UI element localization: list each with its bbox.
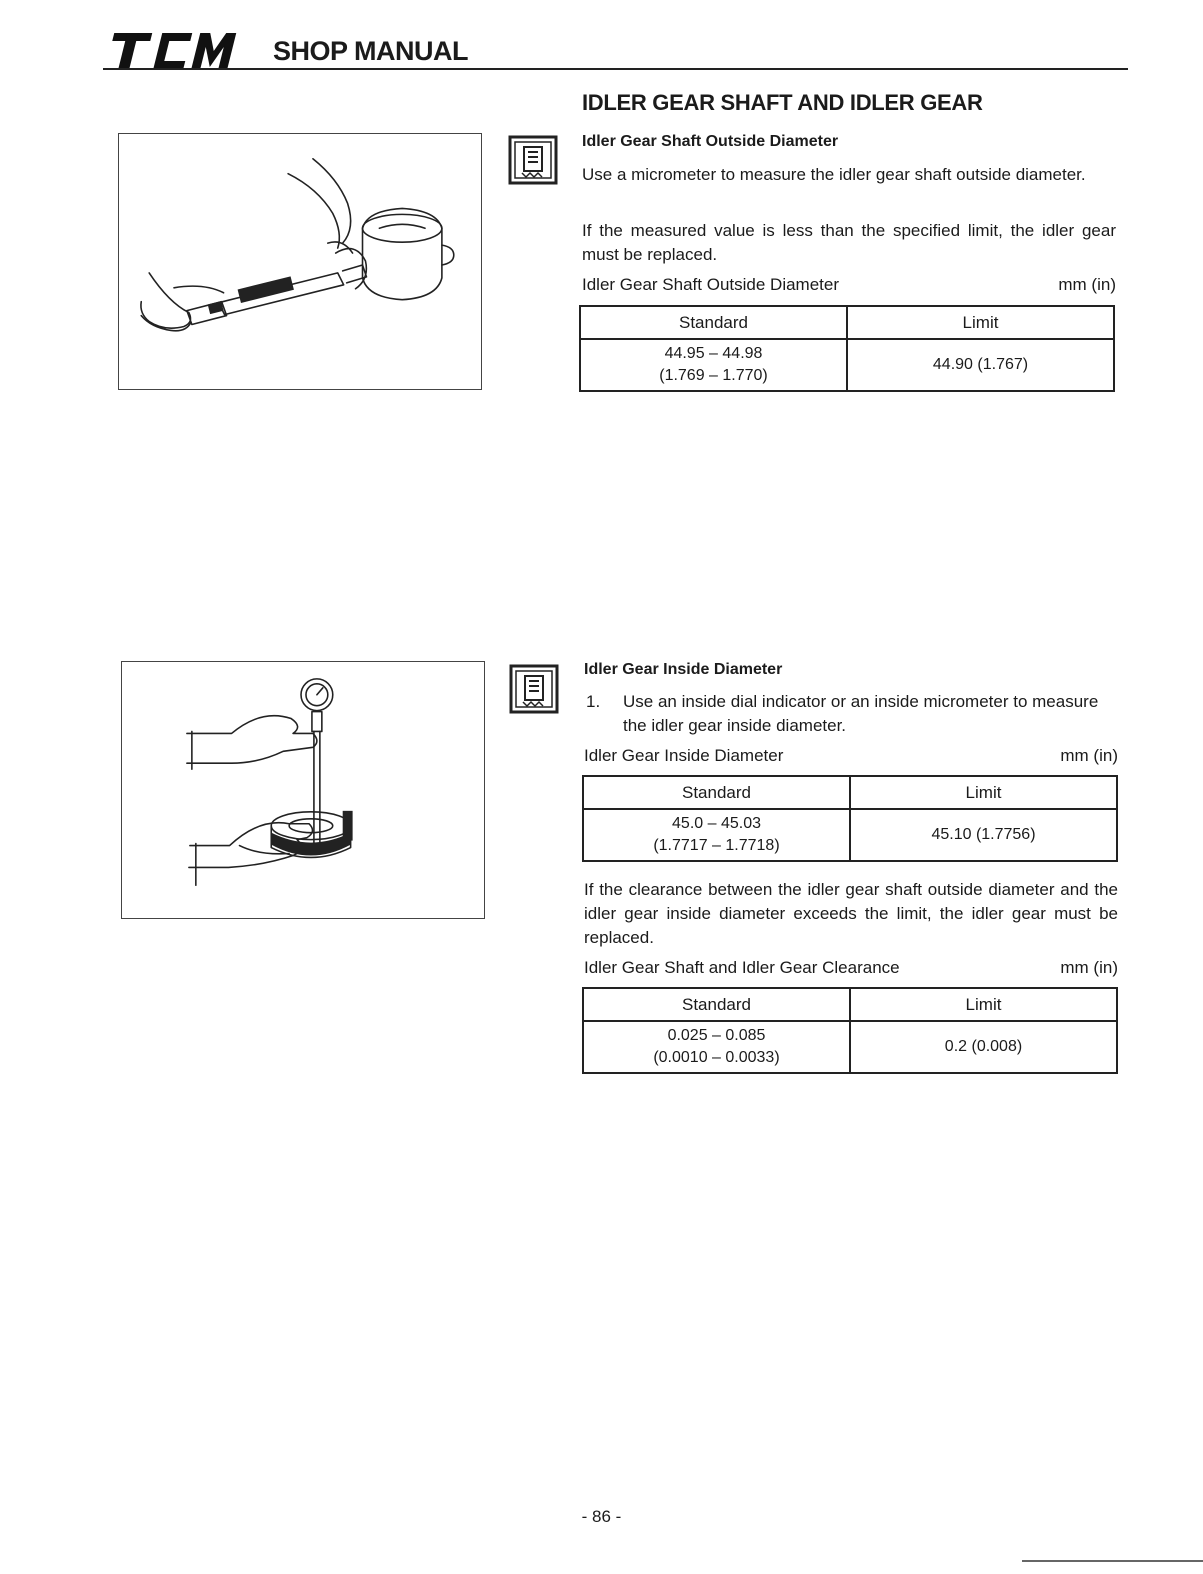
standard-value-in: (1.769 – 1.770) (659, 367, 768, 384)
table-header-limit: Limit (850, 988, 1117, 1021)
paragraph-micrometer: Use a micrometer to measure the idler gear shaft outside diameter. (582, 165, 1086, 184)
step-number: 1. (586, 692, 601, 711)
inspection-icon (509, 664, 559, 714)
spec-table-clearance (582, 987, 1118, 1074)
table-cell-limit: 44.90 (1.767) (847, 339, 1114, 391)
figure-micrometer (118, 133, 482, 390)
caption-unit: mm (in) (1060, 958, 1118, 977)
table-cell-limit: 0.2 (0.008) (850, 1021, 1117, 1073)
subheading-shaft-od: Idler Gear Shaft Outside Diameter (582, 133, 839, 150)
header-rule (103, 68, 1128, 70)
caption-text: Idler Gear Shaft and Idler Gear Clearance (584, 958, 900, 977)
table-header-standard: Standard (583, 776, 850, 809)
micrometer-illustration-icon (119, 134, 481, 389)
table-header-standard: Standard (583, 988, 850, 1021)
standard-value-in: (1.7717 – 1.7718) (653, 837, 780, 854)
step-text: Use an inside dial indicator or an inside micrometer to measure the idler gear inside diameter. (623, 692, 1099, 735)
table-caption-shaft-od (582, 275, 1116, 295)
standard-value-mm: 44.95 – 44.98 (664, 345, 763, 362)
step-1 (586, 690, 1118, 738)
table-caption-clearance (584, 958, 1118, 978)
caption-unit: mm (in) (1060, 746, 1118, 765)
table-cell-standard (583, 1021, 850, 1073)
inspection-icon (508, 135, 558, 185)
corner-rule (1022, 1560, 1203, 1562)
table-cell-limit: 45.10 (1.7756) (850, 809, 1117, 861)
table-header-limit: Limit (850, 776, 1117, 809)
page-number: - 86 - (581, 1507, 622, 1526)
paragraph-clearance: If the clearance between the idler gear shaft outside diameter and the idler gear inside diameter exceeds the limit, the idler gear must be replaced. (584, 880, 1118, 947)
paragraph-limit-shaft: If the measured value is less than the specified limit, the idler gear must be replaced. (582, 221, 1116, 264)
standard-value-in: (0.0010 – 0.0033) (653, 1049, 780, 1066)
standard-value-mm: 0.025 – 0.085 (667, 1027, 766, 1044)
table-header-limit: Limit (847, 306, 1114, 339)
table-header-standard: Standard (580, 306, 847, 339)
spec-table-gear-id (582, 775, 1118, 862)
dial-indicator-illustration-icon (122, 662, 484, 918)
caption-unit: mm (in) (1058, 275, 1116, 294)
section-title: IDLER GEAR SHAFT AND IDLER GEAR (582, 90, 983, 115)
table-cell-standard (583, 809, 850, 861)
subheading-gear-id: Idler Gear Inside Diameter (584, 661, 783, 678)
table-caption-gear-id (584, 746, 1118, 766)
manual-title: SHOP MANUAL (273, 36, 469, 66)
standard-value-mm: 45.0 – 45.03 (672, 815, 761, 832)
figure-dial-indicator (121, 661, 485, 919)
spec-table-shaft-od (579, 305, 1115, 392)
tcm-logo (103, 30, 248, 72)
caption-text: Idler Gear Inside Diameter (584, 746, 784, 765)
caption-text: Idler Gear Shaft Outside Diameter (582, 275, 840, 294)
table-cell-standard (580, 339, 847, 391)
